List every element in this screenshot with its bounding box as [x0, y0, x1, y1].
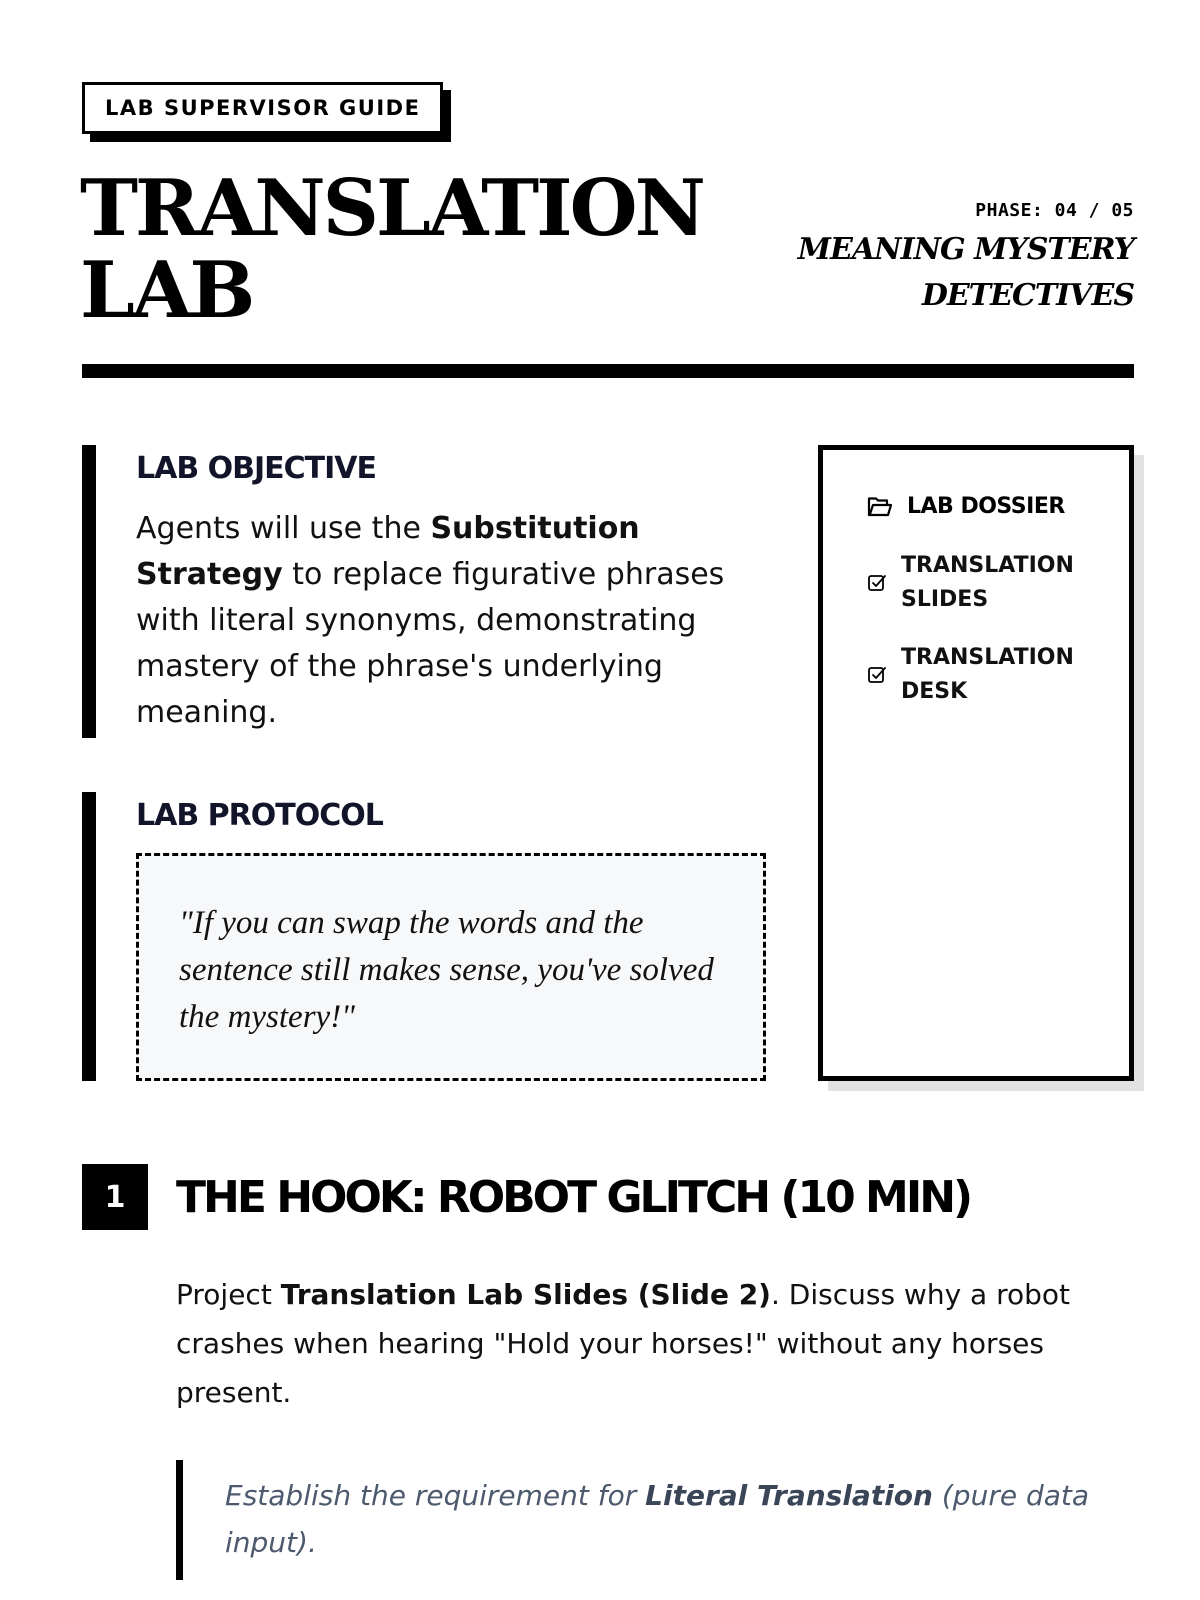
dossier-item[interactable] — [867, 549, 1129, 617]
step-1-body-pre: Project — [176, 1278, 281, 1311]
objective-heading: LAB OBJECTIVE — [136, 451, 377, 486]
checkbox-icon — [867, 665, 887, 685]
step-1-body-bold: Translation Lab Slides (Slide 2) — [280, 1278, 771, 1311]
step-1-note-pre: Establish the requirement for — [225, 1479, 646, 1512]
objective-text — [136, 506, 772, 736]
step-1-note — [176, 1460, 1096, 1580]
step-number-badge: 1 — [82, 1164, 148, 1230]
objective-text-bold: Substitution Strategy — [136, 511, 640, 592]
dossier-item[interactable] — [867, 641, 1129, 709]
step-1-header — [82, 1164, 970, 1230]
dossier-title-label: LAB DOSSIER — [907, 494, 1065, 519]
phase-label: PHASE: 04 / 05 — [975, 200, 1134, 221]
checkbox-icon — [867, 573, 887, 593]
step-1-body-post: . Discuss why a robot crashes when hearing "Hold your horses!" without any horses present. — [176, 1278, 1071, 1409]
protocol-section — [82, 792, 772, 1081]
dossier-item-label: TRANSLATION SLIDES — [901, 553, 1074, 612]
objective-section — [82, 445, 772, 738]
protocol-quote: "If you can swap the words and the sentence still makes sense, you've solved the mystery!" — [136, 853, 766, 1081]
objective-text-pre: Agents will use the — [136, 511, 431, 546]
step-1-body — [176, 1270, 1096, 1417]
lab-dossier — [818, 445, 1134, 1081]
step-1-title: THE HOOK: ROBOT GLITCH (10 MIN) — [176, 1171, 971, 1223]
page-title-line-2: LAB — [80, 245, 253, 336]
header-divider — [82, 364, 1134, 378]
step-1-note-bold: Literal Translation — [645, 1479, 933, 1512]
page-title — [80, 163, 703, 336]
phase-subtitle: MEANING MYSTERY DETECTIVES — [797, 232, 1134, 313]
objective-text-post: to replace figurative phrases with literal synonyms, demonstrating mastery of the phrase's underlying meaning. — [136, 557, 725, 730]
protocol-heading: LAB PROTOCOL — [136, 798, 383, 833]
page-title-line-1: TRANSLATION — [80, 163, 703, 254]
folder-open-icon — [867, 496, 893, 518]
guide-badge: LAB SUPERVISOR GUIDE — [82, 82, 443, 134]
step-1-note-post: (pure data input). — [225, 1479, 1090, 1559]
dossier-item-label: TRANSLATION DESK — [901, 645, 1074, 704]
dossier-title — [867, 494, 1129, 519]
phase-block — [754, 200, 1134, 319]
